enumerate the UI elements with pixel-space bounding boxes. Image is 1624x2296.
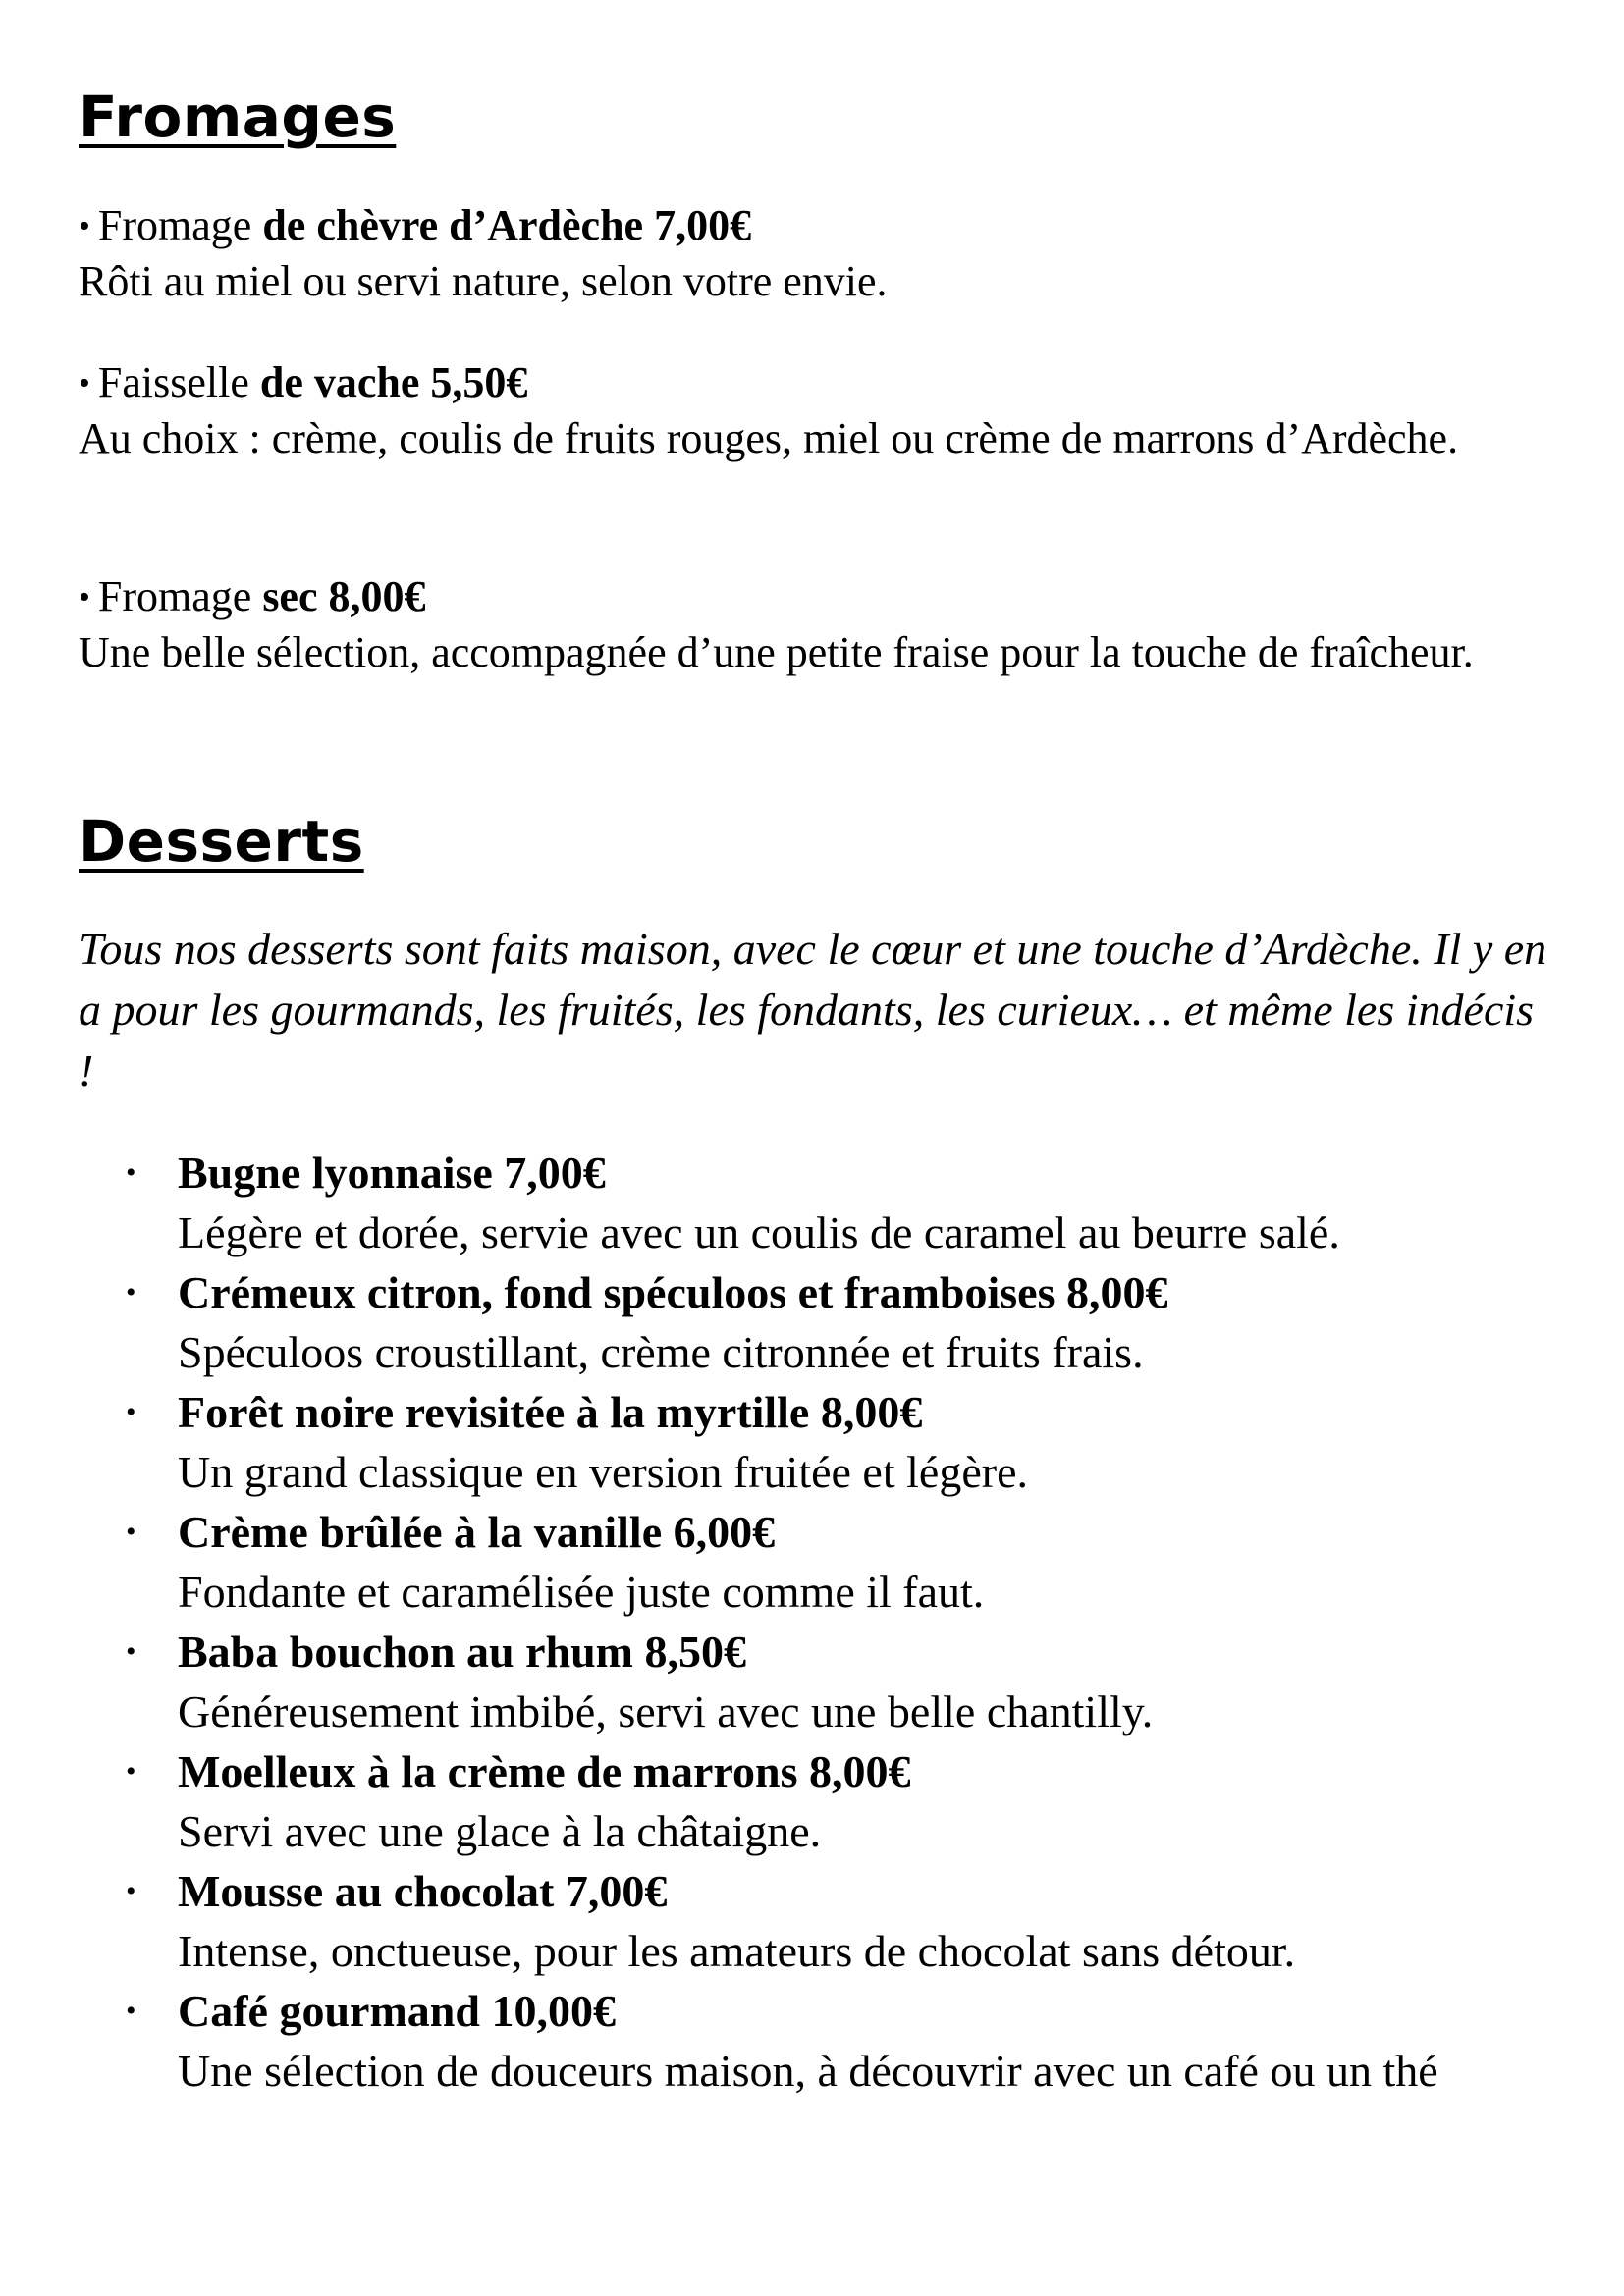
bullet-icon: •: [79, 579, 90, 615]
cheese-item-heading: [79, 569, 1532, 625]
dessert-description: Intense, onctueuse, pour les amateurs de chocolat sans détour.: [178, 1926, 1296, 1976]
cheese-item-description: Au choix : crème, coulis de fruits rouges, miel ou crème de marrons d’Ardèche.: [79, 414, 1459, 462]
bullet-icon: •: [126, 1156, 136, 1189]
dessert-description: Fondante et caramélisée juste comme il faut.: [178, 1567, 985, 1617]
dessert-item: [0, 1861, 1572, 1981]
dessert-item: [0, 1502, 1572, 1622]
cheese-item-prefix: Fromage: [97, 572, 252, 620]
dessert-name-price: Mousse au chocolat 7,00€: [178, 1866, 668, 1916]
dessert-item: [0, 1622, 1572, 1741]
bullet-icon: •: [126, 1995, 136, 2027]
cheese-item: [79, 355, 1532, 466]
dessert-list: [0, 1143, 1624, 2101]
cheese-item-name-price: de vache 5,50€: [259, 358, 528, 406]
dessert-name-price: Forêt noire revisitée à la myrtille 8,00€: [178, 1387, 923, 1437]
dessert-description: Spéculoos croustillant, crème citronnée et fruits frais.: [178, 1327, 1144, 1377]
dessert-name-price: Baba bouchon au rhum 8,50€: [178, 1627, 746, 1677]
dessert-item: [0, 1262, 1572, 1382]
bullet-icon: •: [79, 208, 90, 244]
cheese-item-heading: [79, 198, 1532, 254]
bullet-icon: •: [126, 1276, 136, 1308]
dessert-item: [0, 1981, 1572, 2101]
dessert-name-price: Café gourmand 10,00€: [178, 1986, 616, 2036]
dessert-description: Servi avec une glace à la châtaigne.: [178, 1806, 822, 1856]
dessert-description: Une sélection de douceurs maison, à découvrir avec un café ou un thé: [178, 2046, 1438, 2096]
cheese-item-name-price: de chèvre d’Ardèche 7,00€: [262, 201, 752, 249]
cheese-item-prefix: Fromage: [97, 201, 252, 249]
cheese-item-description: Une belle sélection, accompagnée d’une petite fraise pour la touche de fraîcheur.: [79, 628, 1474, 676]
bullet-icon: •: [126, 1396, 136, 1428]
cheese-item: [79, 198, 1532, 309]
bullet-icon: •: [126, 1875, 136, 1907]
section-title-desserts: Desserts: [79, 808, 364, 875]
bullet-icon: •: [126, 1516, 136, 1548]
dessert-description: Généreusement imbibé, servi avec une belle chantilly.: [178, 1686, 1154, 1736]
cheese-item-heading: [79, 355, 1532, 411]
desserts-intro: Tous nos desserts sont faits maison, avec le cœur et une touche d’Ardèche. Il y en a pour les gourmands, les fruités, les fondants, les curieux… et même les indécis !: [79, 924, 1547, 1095]
dessert-description: Légère et dorée, servie avec un coulis de caramel au beurre salé.: [178, 1207, 1340, 1257]
dessert-name-price: Bugne lyonnaise 7,00€: [178, 1148, 606, 1198]
bullet-icon: •: [79, 365, 90, 401]
cheese-item-prefix: Faisselle: [97, 358, 249, 406]
dessert-name-price: Crème brûlée à la vanille 6,00€: [178, 1507, 776, 1557]
bullet-icon: •: [126, 1755, 136, 1788]
section-title-fromages: Fromages: [79, 83, 397, 150]
cheese-item-name-price: sec 8,00€: [262, 572, 426, 620]
cheese-item-description: Rôti au miel ou servi nature, selon votre envie.: [79, 257, 888, 305]
dessert-item: [0, 1741, 1572, 1861]
dessert-item: [0, 1382, 1572, 1502]
dessert-name-price: Crémeux citron, fond spéculoos et framboises 8,00€: [178, 1267, 1168, 1317]
dessert-item: [0, 1143, 1572, 1262]
dessert-description: Un grand classique en version fruitée et légère.: [178, 1447, 1028, 1497]
dessert-name-price: Moelleux à la crème de marrons 8,00€: [178, 1746, 911, 1796]
bullet-icon: •: [126, 1635, 136, 1668]
cheese-item: [79, 569, 1532, 680]
